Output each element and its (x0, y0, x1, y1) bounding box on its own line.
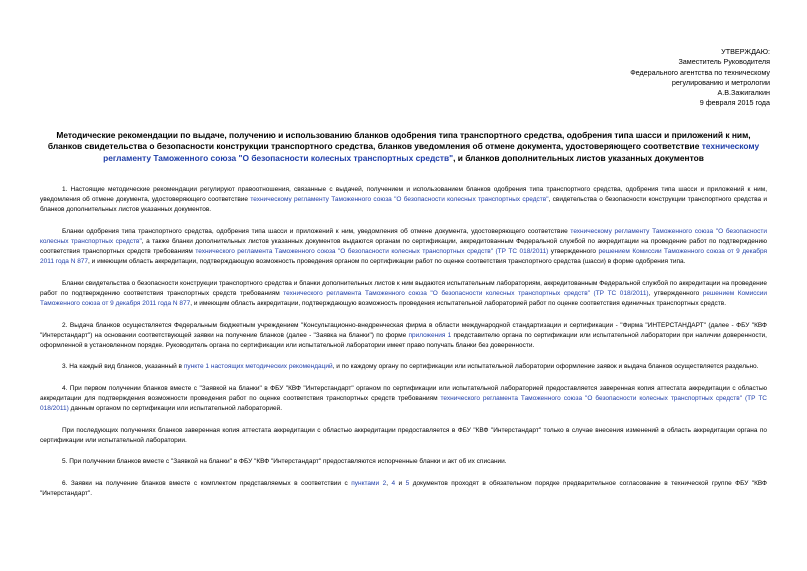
document-body (40, 185, 767, 510)
document-link[interactable]: 5 (405, 479, 410, 487)
approval-line: 9 февраля 2015 года (699, 98, 770, 108)
paragraph (40, 279, 767, 310)
paragraph-text: данным органом по сертификации или испытательной лабораторией. (68, 405, 283, 413)
paragraph-text: , и имеющим область аккредитации, подтверждающую возможность проведения испытательной лабораторией работ по оценке соответствия единичных транспортных средств. (190, 300, 727, 308)
paragraph-text: 3. На каждый вид бланков, указанный в (62, 363, 184, 371)
paragraph (40, 185, 767, 216)
paragraph-text: , а также бланки дополнительных листов указанных документов выдаются органам по сертификации, аккредитованным Федеральной службой по аккредитации на проведение работ по подтверждению соответствия транспортных средств требованиям (40, 238, 767, 256)
paragraph-text: 5. При получении бланков вместе с "Заявкой на бланки" в ФБУ "КВФ "Интерстандарт" предоставляются испорченные бланки и акт об их списании. (62, 458, 507, 466)
title-link[interactable]: техническому регламенту Таможенного союза "О безопасности колесных транспортных средств" (103, 141, 760, 163)
paragraph-text: 2. Выдача бланков осуществляется Федеральным бюджетным учреждением "Консультационно-внедренческая фирма в области международной стандартизации и сертификации - "Фирма "ИНТЕРСТАНДАРТ" (далее - ФБУ "КВФ "Интерстандарт") на основании соответствующей заявки на получение бланков (далее - "Заявка на бланки") по форме (40, 321, 767, 339)
paragraph (40, 457, 767, 467)
paragraph-text: документов проходят в обязательном порядке предварительное согласование в технической группе ФБУ "КВФ "Интерстандарт". (40, 479, 767, 497)
document-link[interactable]: технического регламента Таможенного союза "О безопасности колесных транспортных средств" (ТР ТС 018/2011) (195, 248, 549, 256)
paragraph-text: и (395, 479, 406, 487)
paragraph-text: Бланки свидетельства о безопасности конструкции транспортного средства и бланки дополнительных листов к ним выдаются испытательным лабораториям, аккредитованным Федеральной службой по аккредитации на проведение работ по подтверждению соответствия транспортных средств требованиям (40, 279, 767, 297)
paragraph-text: , (386, 479, 392, 487)
paragraph (40, 227, 767, 268)
paragraph-text: , утвержденного (648, 290, 703, 297)
paragraph-text: 1. Настоящие методические рекомендации регулируют правоотношения, связанные с выдачей, получением и использованием бланков одобрения типа транспортного средства, одобрения типа шасси и приложений к ним, уведомления об отмене документа, удостоверяющего соответствие (40, 186, 767, 204)
title-text: Методические рекомендации по выдаче, получению и использованию бланков одобрения типа транспортного средства, одобрения типа шасси и приложений к ним, бланков свидетельства о безопасности конструкции транспортного средства, бланков уведомления об отмене документа, удостоверяющего соответствие (47, 130, 751, 152)
document-link[interactable]: решением Комиссии Таможенного союза от 9 декабря 2011 года N 877 (40, 290, 767, 308)
approval-line: регулированию и метрологии (671, 77, 770, 87)
approval-line: Федерального агентства по техническому (630, 67, 770, 77)
paragraph-text: утвержденного (548, 248, 599, 256)
paragraph (40, 384, 767, 415)
document-link[interactable]: пункте 1 настоящих методических рекомендаций (183, 363, 333, 371)
document-link[interactable]: пунктами 2 (351, 479, 387, 487)
paragraph-text: , и по каждому органу по сертификации или испытательной лаборатории оформление заявок и выдача бланков осуществляется раздельно. (332, 363, 759, 371)
paragraph (40, 321, 767, 352)
document-link[interactable]: техническому регламенту Таможенного союза "О безопасности колесных транспортных средств" (250, 196, 549, 204)
paragraph-text: , и имеющим область аккредитации, подтверждающую возможность проведения органом по сертификации работ по оценке соответствия транспортного средства (шасси) в форме одобрения типа. (88, 258, 686, 266)
paragraph (40, 479, 767, 499)
paragraph-text: представителю органа по сертификации или испытательной лаборатории при наличии доверенности, оформленной в установленном порядке. Руководитель органа по сертификации или испытательной лаборатории имеет право получать бланки без доверенности. (40, 331, 767, 349)
document-link[interactable]: технического регламента Таможенного союза "О безопасности колесных транспортных средств" (ТР ТС 018/2011) (40, 394, 767, 413)
paragraph (40, 426, 767, 446)
title-tail: , и бланков дополнительных листов указанных документов (453, 152, 704, 163)
document-title (40, 130, 767, 164)
paragraph-text: При последующих получениях бланков заверенная копия аттестата аккредитации с областью аккредитации предоставляется в ФБУ "КВФ "Интерстандарт" только в случае внесения изменений в область аккредитации органа по сертификации или испытательной лаборатории. (40, 426, 767, 444)
paragraph-text: 4. При первом получении бланков вместе с "Заявкой на бланки" в ФБУ "КВФ "Интерстандарт" органом по сертификации или испытательной лабораторией предоставляется заверенная копия аттестата аккредитации с областью аккредитации для подтверждения возможности проведения работ по оценке соответствия транспортных средств требованиям (40, 384, 767, 402)
document-link[interactable]: приложения 1 (408, 331, 452, 339)
document-link[interactable]: технического регламента Таможенного союза "О безопасности колесных транспортных средств" (ТР ТС 018/2011) (283, 290, 649, 297)
approval-block (630, 47, 770, 109)
paragraph-text: Бланки одобрения типа транспортного средства, одобрения типа шасси и приложений к ним, уведомления об отмене документа, удостоверяющего соответствие (62, 227, 571, 235)
approval-line: А.В.Зажигалкин (717, 88, 770, 98)
paragraph-text: 6. Заявки на получение бланков вместе с комплектом представляемых в соответствии с (62, 479, 352, 487)
document-link[interactable]: 4 (391, 479, 396, 487)
paragraph (40, 362, 767, 372)
approval-line: Заместитель Руководителя (678, 57, 770, 67)
document-link[interactable]: техническому регламенту Таможенного союза "О безопасности колесных транспортных средств" (40, 227, 768, 245)
approval-line: УТВЕРЖДАЮ: (721, 47, 770, 56)
paragraph-text: , свидетельства о безопасности конструкции транспортного средства и бланков дополнительных листов указанных документов. (40, 196, 767, 214)
document-link[interactable]: решением Комиссии Таможенного союза от 9 декабря 2011 года N 877 (40, 248, 768, 266)
